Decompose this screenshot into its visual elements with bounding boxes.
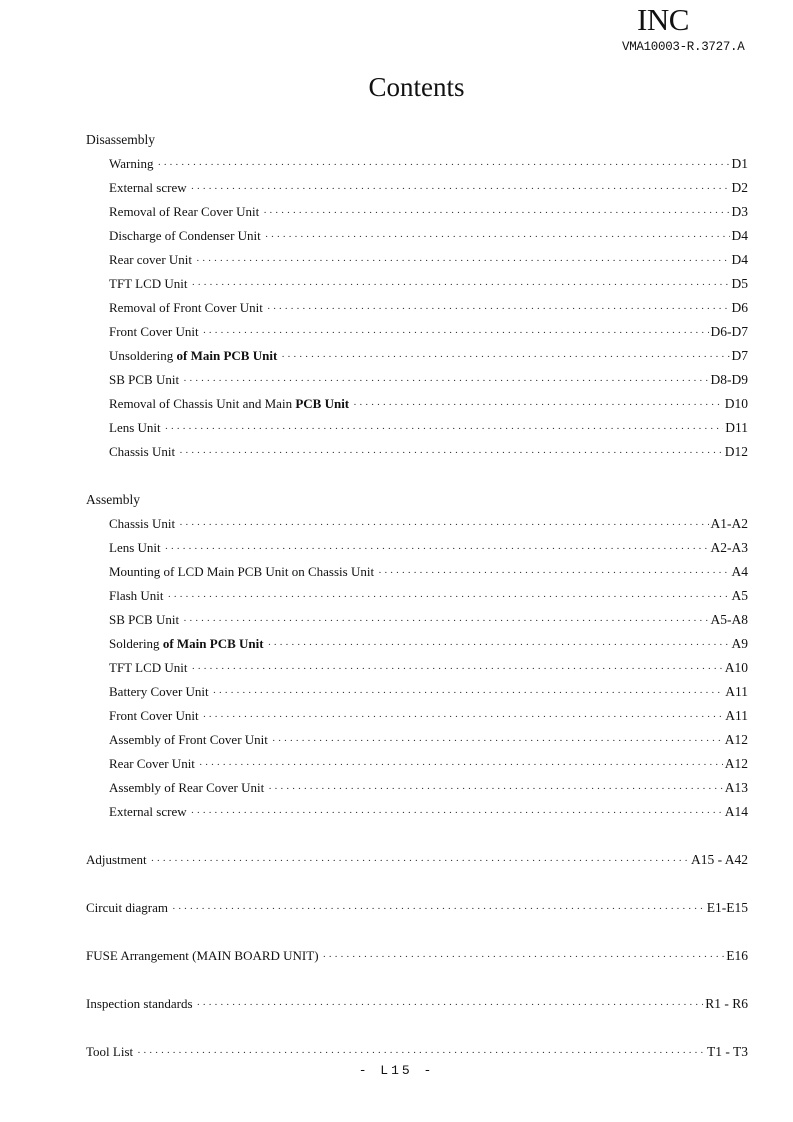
- section-heading-disassembly: Disassembly: [86, 132, 155, 147]
- toc-entry-label: Circuit diagram: [86, 900, 168, 915]
- toc-entry: [86, 368, 748, 392]
- leader-dots: [183, 369, 708, 393]
- toc-entry: [86, 176, 748, 200]
- toc-entry: [86, 632, 748, 656]
- leader-dots: [165, 417, 724, 441]
- leader-dots: [281, 345, 729, 369]
- leader-dots: [197, 993, 704, 1017]
- toc-entry-page: D11: [725, 420, 748, 435]
- toc-entry-label: Unsoldering of Main PCB Unit: [109, 348, 278, 363]
- leader-dots: [179, 441, 723, 465]
- section-heading-assembly: Assembly: [86, 492, 140, 507]
- toc-entry: [86, 224, 748, 248]
- toc-entry: [86, 248, 748, 272]
- disassembly-section: [86, 128, 748, 464]
- leader-dots: [213, 681, 724, 705]
- page-number: - L15 -: [358, 1063, 435, 1078]
- toc-entry-label: Warning: [109, 156, 154, 171]
- toc-entry-page: A11: [725, 684, 748, 699]
- leader-dots: [172, 897, 705, 921]
- toc-entry-label: Assembly of Front Cover Unit: [109, 732, 268, 747]
- leader-dots: [265, 225, 730, 249]
- toc-entry-label: Lens Unit: [109, 420, 161, 435]
- leader-dots: [151, 849, 689, 873]
- toc-entry-page: A2-A3: [710, 540, 748, 555]
- toc-entry-label: Rear Cover Unit: [109, 756, 195, 771]
- toc-entry-page: D12: [724, 444, 748, 459]
- toc-entry-page: A11: [725, 708, 748, 723]
- toc-entry-label: Removal of Front Cover Unit: [109, 300, 263, 315]
- leader-dots: [165, 537, 709, 561]
- leader-dots: [137, 1041, 705, 1065]
- table-of-contents: [86, 128, 748, 1064]
- toc-entry: [86, 848, 748, 872]
- leader-dots: [157, 153, 729, 177]
- toc-entry: [86, 992, 748, 1016]
- toc-entry: [86, 680, 748, 704]
- toc-entry-page: D6-D7: [710, 324, 748, 339]
- toc-entry: [86, 728, 748, 752]
- toc-entry-label: TFT LCD Unit: [109, 660, 188, 675]
- leader-dots: [199, 753, 723, 777]
- leader-dots: [267, 297, 730, 321]
- toc-entry-page: A12: [724, 732, 748, 747]
- toc-entry: [86, 272, 748, 296]
- assembly-list: [86, 512, 748, 824]
- toc-entry-page: A1-A2: [710, 516, 748, 531]
- toc-entry-page: A12: [724, 756, 748, 771]
- brand-logo-text: INC: [637, 2, 689, 37]
- toc-entry-label: Soldering of Main PCB Unit: [109, 636, 264, 651]
- toc-entry: [86, 440, 748, 464]
- toc-entry: [86, 200, 748, 224]
- leader-dots: [168, 585, 730, 609]
- toc-entry-label: Rear cover Unit: [109, 252, 193, 267]
- toc-entry: [86, 152, 748, 176]
- toc-entry-label: SB PCB Unit: [109, 612, 180, 627]
- toc-entry-label: External screw: [109, 804, 187, 819]
- toc-entry-page: A14: [724, 804, 748, 819]
- toc-entry-page: D3: [731, 204, 748, 219]
- toc-entry-label: Inspection standards: [86, 996, 193, 1011]
- leader-dots: [192, 273, 730, 297]
- toc-entry: [86, 752, 748, 776]
- toc-entry-page: T1 - T3: [707, 1044, 748, 1059]
- toc-entry: [86, 344, 748, 368]
- toc-entry-page: D8-D9: [710, 372, 748, 387]
- toc-entry-page: D1: [731, 156, 748, 171]
- toc-entry: [86, 776, 748, 800]
- toc-entry: [86, 296, 748, 320]
- toc-entry: [86, 800, 748, 824]
- toc-entry-page: A4: [731, 564, 748, 579]
- toc-entry-page: D2: [731, 180, 748, 195]
- toc-entry: [86, 944, 748, 968]
- leader-dots: [179, 513, 708, 537]
- toc-entry-page: A15 - A42: [691, 852, 748, 867]
- toc-entry-page: D6: [731, 300, 748, 315]
- toc-entry-label: FUSE Arrangement (MAIN BOARD UNIT): [86, 948, 319, 963]
- toc-entry: [86, 584, 748, 608]
- toc-entry: [86, 896, 748, 920]
- toc-entry-label: Battery Cover Unit: [109, 684, 209, 699]
- leader-dots: [268, 777, 722, 801]
- toc-entry: [86, 536, 748, 560]
- toc-entry-label: Removal of Rear Cover Unit: [109, 204, 260, 219]
- leader-dots: [203, 321, 709, 345]
- toc-entry-label: External screw: [109, 180, 187, 195]
- toc-entry: [86, 560, 748, 584]
- toc-entry-label: Flash Unit: [109, 588, 164, 603]
- toc-entry-page: A5-A8: [710, 612, 748, 627]
- leader-dots: [191, 177, 730, 201]
- toc-entry: [86, 656, 748, 680]
- leader-dots: [191, 801, 723, 825]
- toc-entry: [86, 608, 748, 632]
- toc-entry-page: A10: [724, 660, 748, 675]
- leader-dots: [268, 633, 730, 657]
- toc-entry-label: Lens Unit: [109, 540, 161, 555]
- toc-entry-page: A5: [731, 588, 748, 603]
- toc-entry-label: Chassis Unit: [109, 516, 176, 531]
- toc-entry-page: D5: [731, 276, 748, 291]
- toc-entry-page: A13: [724, 780, 748, 795]
- toc-entry-label: Front Cover Unit: [109, 708, 199, 723]
- leader-dots: [192, 657, 723, 681]
- toc-entry-label: Removal of Chassis Unit and Main PCB Unit: [109, 396, 350, 411]
- toc-entry-label: Adjustment: [86, 852, 147, 867]
- toc-entry-page: E1-E15: [706, 900, 748, 915]
- toc-entry-label: SB PCB Unit: [109, 372, 180, 387]
- toc-entry-page: D4: [731, 252, 748, 267]
- top-level-list: [86, 824, 748, 1064]
- toc-entry-label: Front Cover Unit: [109, 324, 199, 339]
- toc-entry-label: TFT LCD Unit: [109, 276, 188, 291]
- toc-entry-page: D4: [731, 228, 748, 243]
- leader-dots: [272, 729, 723, 753]
- leader-dots: [203, 705, 724, 729]
- leader-dots: [263, 201, 729, 225]
- leader-dots: [323, 945, 725, 969]
- toc-entry-label: Discharge of Condenser Unit: [109, 228, 261, 243]
- toc-entry: [86, 704, 748, 728]
- toc-entry-label: Assembly of Rear Cover Unit: [109, 780, 265, 795]
- toc-entry: [86, 512, 748, 536]
- toc-entry-page: R1 - R6: [705, 996, 748, 1011]
- toc-entry: [86, 1040, 748, 1064]
- toc-entry: [86, 416, 748, 440]
- toc-entry-page: D10: [724, 396, 748, 411]
- leader-dots: [183, 609, 708, 633]
- toc-entry-page: A9: [731, 636, 748, 651]
- toc-entry-label: Chassis Unit: [109, 444, 176, 459]
- toc-entry-label: Tool List: [86, 1044, 134, 1059]
- page-title: Contents: [368, 72, 465, 102]
- disassembly-list: [86, 152, 748, 464]
- toc-entry-page: D7: [731, 348, 748, 363]
- leader-dots: [378, 561, 729, 585]
- toc-entry-label: Mounting of LCD Main PCB Unit on Chassis Unit: [109, 564, 375, 579]
- leader-dots: [196, 249, 729, 273]
- toc-entry-page: E16: [726, 948, 748, 963]
- toc-entry: [86, 320, 748, 344]
- assembly-section: [86, 488, 748, 824]
- leader-dots: [353, 393, 723, 417]
- toc-entry: [86, 392, 748, 416]
- document-number: VMA10003-R.3727.A: [622, 40, 745, 54]
